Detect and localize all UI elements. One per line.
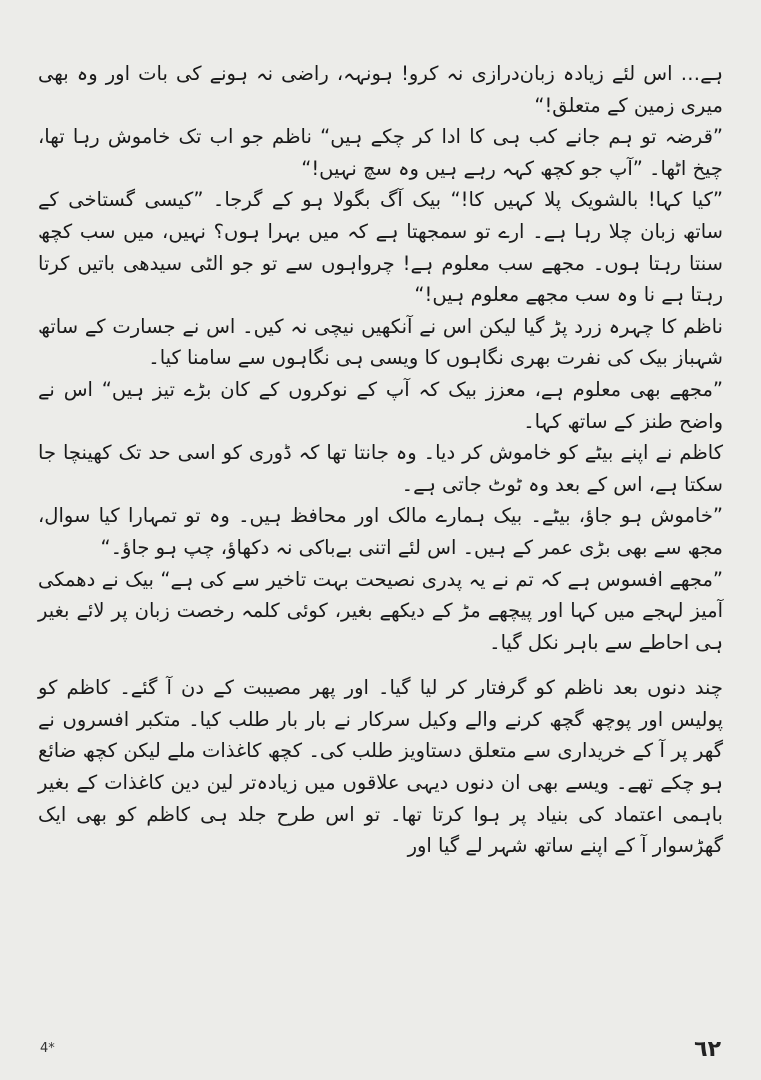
paragraph-3: ”کیا کہا! بالشویک پلا کہیں کا!“ بیک آگ بگولا ہو کے گرجا۔ ”کیسی گستاخی کے ساتھ زبان چلا رہا ہے۔ ارے تو سمجھتا ہے کہ میں بہرا ہوں؟ نہیں، میں سب کچھ سنتا رہتا ہوں۔ مجھے سب معلوم ہے! چرواہوں سے تو جو الٹی سیدھی باتیں کرتا رہتا ہے نا وہ سب مجھے معلوم ہیں!“	[38, 188, 723, 307]
paragraph-6: کاظم نے اپنے بیٹے کو خاموش کر دیا۔ وہ جانتا تھا کہ ڈوری کو اسی حد تک کھینچا جا سکتا ہے، اس کے بعد وہ ٹوٹ جاتی ہے۔	[38, 441, 723, 496]
paragraph-1: ہے… اس لئے زیادہ زبان‌درازی نہ کرو! ہونہہ، راضی نہ ہونے کی بات اور وہ بھی میری زمین کے متعلق!“	[38, 62, 723, 117]
paragraph-2: ”قرضہ تو ہم جانے کب ہی کا ادا کر چکے ہیں“ ناظم جو اب تک خاموش رہا تھا، چیخ اٹھا۔ ”آپ جو کچھ کہہ رہے ہیں وہ سچ نہیں!“	[38, 125, 723, 180]
paragraph-5: ”مجھے بھی معلوم ہے، معزز بیک کہ آپ کے نوکروں کے کان بڑے تیز ہیں“ اس نے واضح طنز کے ساتھ کہا۔	[38, 377, 723, 433]
paragraph-7: ”خاموش ہو جاؤ، بیٹے۔ بیک ہمارے مالک اور محافظ ہیں۔ وہ تو تمہارا کیا سوال، مجھ سے بھی بڑی عمر کے ہیں۔ اس لئے اتنی بےباکی نہ دکھاؤ، چپ ہو جاؤ۔“	[38, 504, 723, 559]
paragraph-9: چند دنوں بعد ناظم کو گرفتار کر لیا گیا۔ اور پھر مصیبت کے دن آ گئے۔ کاظم کو پولیس اور پوچھ گچھ کرنے والے وکیل سرکار نے بار بار طلب کیا۔ متکبر افسروں نے گھر پر آ کے خریداری سے متعلق دستاویز طلب کی۔ کچھ کاغذات ملے لیکن کچھ ضائع ہو چکے تھے۔ ویسے بھی ان دنوں دیہی علاقوں میں زیادہ‌تر لین دین کاغذات کے بغیر باہمی اعتماد کی بنیاد پر ہوا کرتا تھا۔ تو اس طرح جلد ہی کاظم کو بھی ایک گھڑسوار آ کے اپنے ساتھ شہر لے گیا اور	[38, 676, 723, 858]
page-number: ٦٢	[694, 1037, 721, 1062]
paragraph-4: ناظم کا چہرہ زرد پڑ گیا لیکن اس نے آنکھیں نیچی نہ کیں۔ اس نے جسارت کے ساتھ شہباز بیک کی نفرت بھری نگاہوں کا ویسی ہی نگاہوں سے سامنا کیا۔	[38, 314, 723, 370]
body-text	[38, 58, 723, 862]
signature-mark: 4*	[40, 1041, 55, 1056]
paragraph-8: ”مجھے افسوس ہے کہ تم نے یہ پدری نصیحت بہت تاخیر سے کی ہے“ بیک نے دھمکی آمیز لہجے میں کہا اور پیچھے مڑ کے دیکھے بغیر، کوئی کلمہ رخصت زبان پر لائے بغیر ہی احاطے سے باہر نکل گیا۔	[38, 567, 723, 654]
